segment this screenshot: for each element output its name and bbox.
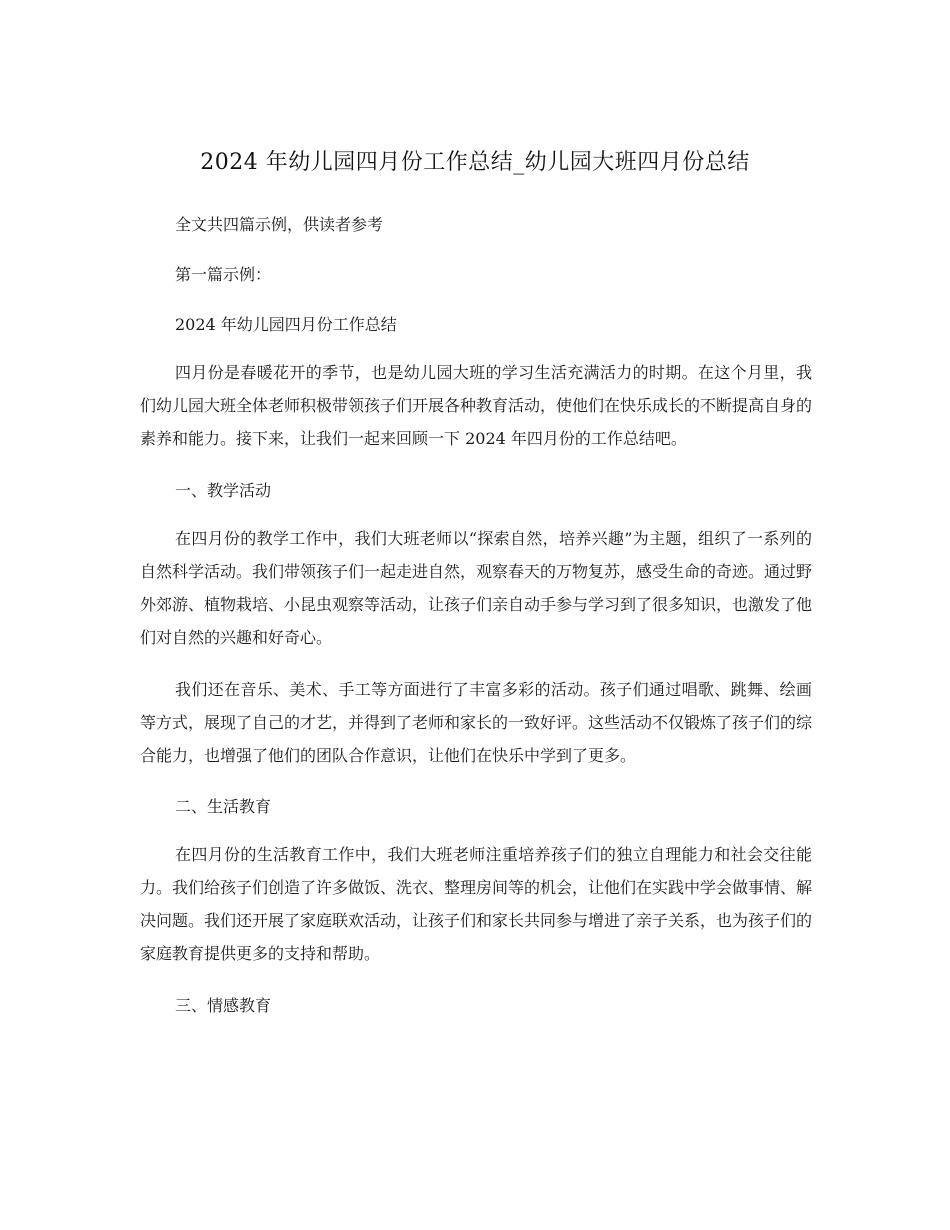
paragraph-intro: 四月份是春暖花开的季节，也是幼儿园大班的学习生活充满活力的时期。在这个月里，我们幼儿园大班全体老师积极带领孩子们开展各种教育活动，使他们在快乐成长的不断提高自身的素养和能力。接下来，让我们一起来回顾一下 2024 年四月份的工作总结吧。 xyxy=(140,363,813,448)
paragraph-life-1: 在四月份的生活教育工作中，我们大班老师注重培养孩子们的独立自理能力和社会交往能力。我们给孩子们创造了许多做饭、洗衣、整理房间等的机会，让他们在实践中学会做事情、解决问题。我们还开展了家庭联欢活动，让孩子们和家长共同参与增进了亲子关系，也为孩子们的家庭教育提供更多的支持和帮助。 xyxy=(140,845,813,963)
paragraph-teaching-2: 我们还在音乐、美术、手工等方面进行了丰富多彩的活动。孩子们通过唱歌、跳舞、绘画等方式，展现了自己的才艺，并得到了老师和家长的一致好评。这些活动不仅锻炼了孩子们的综合能力，也增强了他们的团队合作意识，让他们在快乐中学到了更多。 xyxy=(140,680,813,765)
paragraph-teaching-1: 在四月份的教学工作中，我们大班老师以“探索自然，培养兴趣”为主题，组织了一系列的自然科学活动。我们带领孩子们一起走进自然，观察春天的万物复苏，感受生命的奇迹。通过野外郊游、植物栽培、小昆虫观察等活动，让孩子们亲自动手参与学习到了很多知识，也激发了他们对自然的兴趣和好奇心。 xyxy=(140,529,813,647)
intro-line: 全文共四篇示例，供读者参考 xyxy=(175,215,384,234)
section-heading-life: 二、生活教育 xyxy=(175,797,272,816)
document-title: 2024 年幼儿园四月份工作总结_幼儿园大班四月份总结 xyxy=(200,150,750,175)
document-subtitle: 2024 年幼儿园四月份工作总结 xyxy=(175,315,397,334)
section-heading-teaching: 一、教学活动 xyxy=(175,481,272,500)
section-heading-emotion: 三、情感教育 xyxy=(175,996,272,1015)
example-label: 第一篇示例： xyxy=(175,265,272,284)
